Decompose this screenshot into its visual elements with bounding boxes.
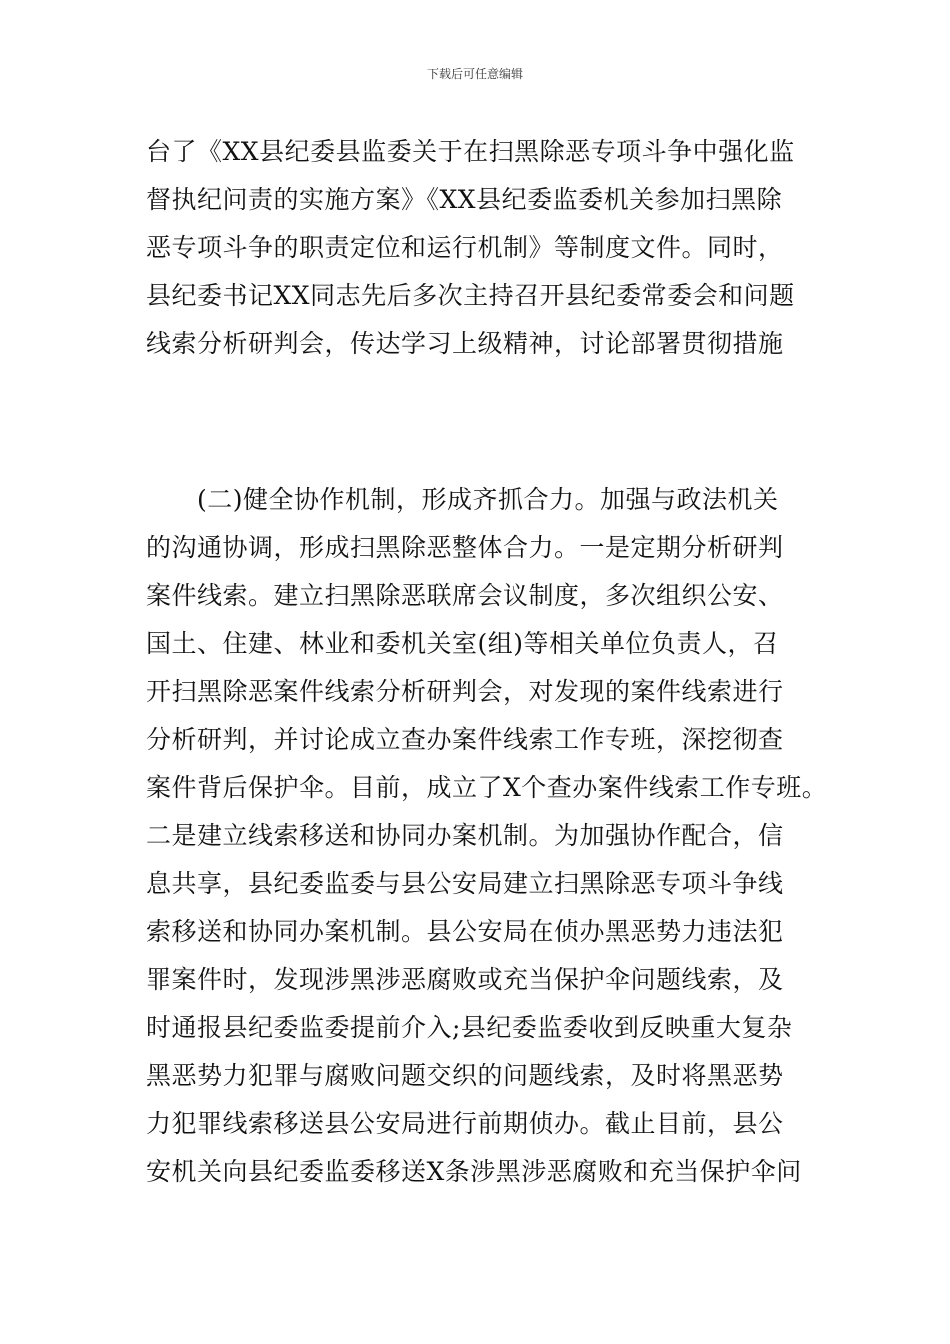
paragraph-line: (二)健全协作机制，形成齐抓合力。加强与政法机关 (146, 485, 779, 514)
paragraph-line: 时通报县纪委监委提前介入;县纪委监委收到反映重大复杂 (146, 1013, 793, 1042)
paragraph-line: 黑恶势力犯罪与腐败问题交织的问题线索，及时将黑恶势 (146, 1061, 784, 1090)
paragraph-line: 案件线索。建立扫黑除恶联席会议制度，多次组织公安、 (146, 581, 784, 610)
paragraph-line: 罪案件时，发现涉黑涉恶腐败或充当保护伞问题线索，及 (146, 965, 784, 994)
paragraph-1 (146, 128, 826, 368)
paragraph-line: 索移送和协同办案机制。县公安局在侦办黑恶势力违法犯 (146, 917, 784, 946)
paragraph-line: 息共享，县纪委监委与县公安局建立扫黑除恶专项斗争线 (146, 869, 784, 898)
paragraph-line: 督执纪问责的实施方案》《XX县纪委监委机关参加扫黑除 (146, 185, 783, 214)
page-header-note: 下载后可任意编辑 (426, 67, 523, 81)
paragraph-line: 二是建立线索移送和协同办案机制。为加强协作配合，信 (146, 821, 784, 850)
paragraph-2 (146, 476, 826, 1196)
paragraph-line: 县纪委书记XX同志先后多次主持召开县纪委常委会和问题 (146, 281, 795, 310)
paragraph-line: 分析研判，并讨论成立查办案件线索工作专班，深挖彻查 (146, 725, 784, 754)
paragraph-line: 台了《XX县纪委县监委关于在扫黑除恶专项斗争中强化监 (146, 137, 795, 166)
paragraph-line: 开扫黑除恶案件线索分析研判会，对发现的案件线索进行 (146, 677, 784, 706)
paragraph-line: 案件背后保护伞。目前，成立了X个查办案件线索工作专班。 (146, 773, 828, 802)
paragraph-line: 线索分析研判会，传达学习上级精神，讨论部署贯彻措施 (146, 329, 784, 358)
paragraph-line: 国土、住建、林业和委机关室(组)等相关单位负责人，召 (146, 629, 779, 658)
paragraph-line: 的沟通协调，形成扫黑除恶整体合力。一是定期分析研判 (146, 533, 784, 562)
paragraph-line: 恶专项斗争的职责定位和运行机制》等制度文件。同时， (146, 233, 784, 262)
paragraph-line: 力犯罪线索移送县公安局进行前期侦办。截止目前，县公 (146, 1109, 784, 1138)
paragraph-line: 安机关向县纪委监委移送X条涉黑涉恶腐败和充当保护伞问 (146, 1157, 802, 1186)
